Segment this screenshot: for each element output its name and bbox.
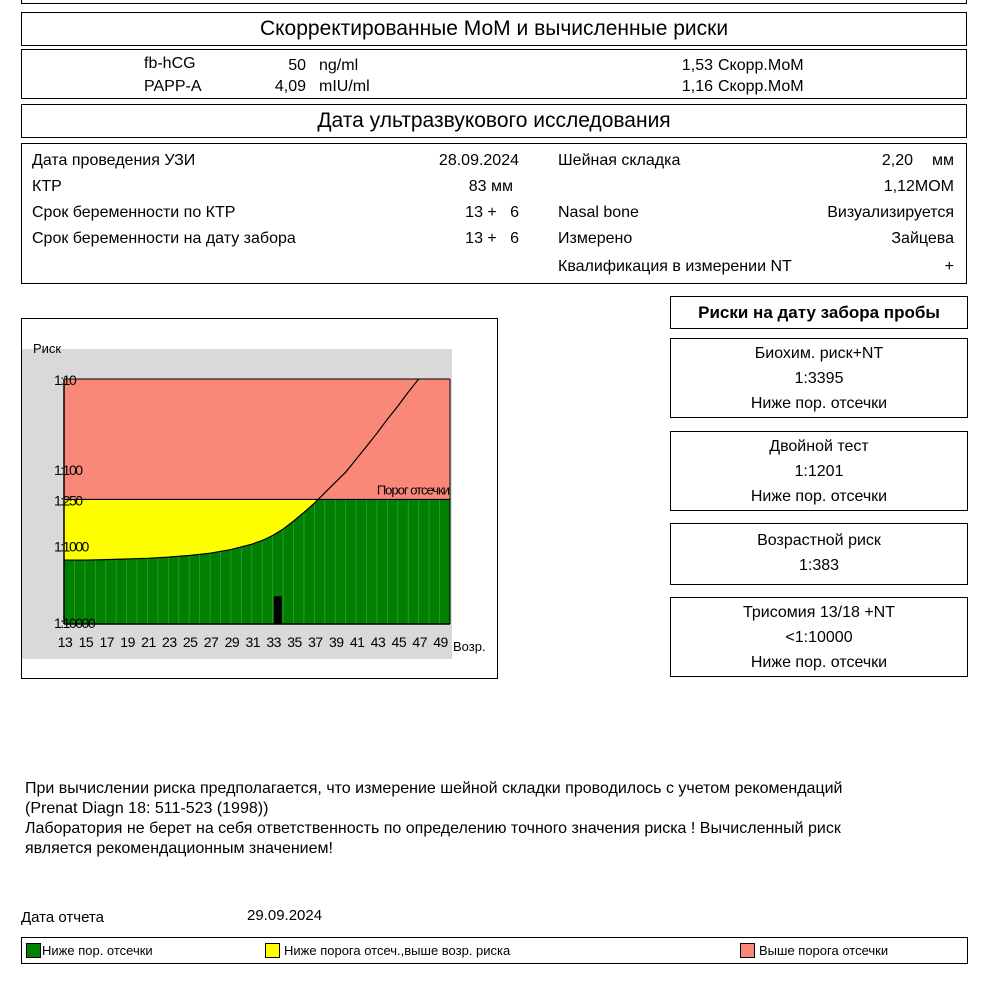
us-label: Шейная складка: [558, 152, 681, 169]
us-value: 13 + 6: [465, 204, 519, 221]
y-tick-label: 1:10: [54, 372, 76, 388]
disclaimer-line: Лаборатория не берет на себя ответственность по определению точного значения риска ! Вычисленный риск: [25, 820, 841, 837]
risk-card-value: 1:1201: [794, 463, 844, 480]
us-label: Срок беременности на дату забора: [32, 230, 296, 247]
top-frame-remnant: [21, 0, 967, 4]
x-tick-label: 43: [370, 634, 386, 650]
x-tick-label: 49: [433, 634, 448, 650]
risk-card-double-test: [670, 431, 968, 511]
risk-card-title: Двойной тест: [769, 438, 869, 455]
patient-marker-bar: [274, 596, 282, 624]
us-value: +: [944, 258, 954, 275]
risks-title: Риски на дату забора пробы: [698, 302, 940, 322]
risk-card-value: 1:3395: [794, 370, 844, 387]
x-tick-label: 39: [328, 634, 344, 650]
disclaimer-line: является рекомендационным значением!: [25, 840, 333, 857]
ultrasound-details: [21, 143, 967, 284]
x-tick-label: 23: [162, 634, 177, 650]
mom-table: [21, 49, 967, 99]
x-tick-label: 29: [224, 634, 240, 650]
us-value: 28.09.2024: [438, 152, 519, 169]
risk-card-title: Биохим. риск+NT: [754, 345, 884, 362]
x-tick-label: 17: [99, 634, 115, 650]
risk-card-status: Ниже пор. отсечки: [750, 488, 888, 505]
mom-section-title: Скорректированные МоМ и вычисленные риски: [259, 17, 729, 40]
us-value: Визуализируется: [827, 204, 954, 221]
ultrasound-section-title: Дата ультразвукового исследования: [317, 109, 671, 132]
us-value: 83 мм: [468, 178, 513, 195]
legend: [21, 937, 968, 964]
us-label: Дата проведения УЗИ: [32, 152, 196, 169]
risk-card-title: Трисомия 13/18 +NT: [743, 604, 895, 621]
y-tick-label: 1:250: [54, 492, 82, 509]
disclaimer: [25, 779, 842, 859]
us-value: 2,20: [881, 152, 913, 169]
y-tick-label: 1:10000: [54, 615, 95, 631]
legend-label: Ниже пор. отсечки: [42, 943, 153, 958]
x-tick-label: 19: [120, 634, 135, 650]
y-tick-label: 1:100: [54, 462, 82, 478]
us-label: КТР: [32, 178, 62, 195]
x-tick-label: 35: [287, 634, 302, 650]
disclaimer-line: (Prenat Diagn 18: 511-523 (1998)): [25, 800, 269, 817]
us-label: Nasal bone: [558, 204, 639, 221]
x-tick-label: 21: [141, 634, 156, 650]
x-tick-label: 27: [203, 634, 219, 650]
x-axis-label: Возр.: [453, 639, 486, 654]
us-label: Срок беременности по КТР: [32, 204, 236, 221]
x-tick-label: 25: [182, 634, 198, 650]
analyte-mom-label: Скорр.МоМ: [718, 57, 804, 74]
risk-card-status: Ниже пор. отсечки: [750, 395, 888, 412]
x-tick-label: 15: [78, 634, 94, 650]
legend-label: Ниже порога отсеч.,выше возр. риска: [284, 943, 511, 958]
risk-card-trisomy: [670, 597, 968, 677]
report-date-label: Дата отчета: [21, 909, 104, 926]
risks-header: [670, 296, 968, 329]
risk-card-title: Возрастной риск: [757, 532, 881, 549]
risk-chart: [22, 319, 496, 677]
high-risk-area: [64, 379, 450, 499]
mom-section-header: [21, 12, 967, 46]
legend-swatch: [265, 943, 280, 958]
risk-card-value: 1:383: [798, 557, 840, 574]
analyte-name: fb-hCG: [144, 55, 196, 72]
analyte-value: 50: [288, 57, 306, 74]
analyte-unit: mIU/ml: [319, 78, 370, 95]
threshold-label: Порог отсечки: [376, 482, 449, 498]
y-axis-label: Риск: [33, 341, 62, 356]
risk-card-value: <1:10000: [785, 629, 853, 646]
us-unit: мм: [932, 152, 954, 169]
legend-label: Выше порога отсечки: [759, 943, 889, 958]
x-tick-label: 31: [245, 634, 261, 650]
risk-card-status: Ниже пор. отсечки: [750, 654, 888, 671]
ultrasound-section-header: [21, 104, 967, 138]
analyte-mom: 1,16: [681, 78, 713, 95]
x-tick-label: 37: [308, 634, 323, 650]
analyte-mom: 1,53: [681, 57, 713, 74]
x-tick-label: 47: [412, 634, 427, 650]
risk-card-biochem: [670, 338, 968, 418]
report-date-value: 29.09.2024: [247, 907, 323, 924]
x-tick-label: 33: [266, 634, 281, 650]
legend-swatch: [740, 943, 755, 958]
analyte-value: 4,09: [274, 78, 306, 95]
us-value: 13 + 6: [465, 230, 519, 247]
analyte-unit: ng/ml: [319, 57, 359, 74]
analyte-name: PAPP-A: [144, 78, 202, 95]
us-label: Измерено: [558, 230, 633, 247]
analyte-mom-label: Скорр.МоМ: [718, 78, 804, 95]
y-tick-label: 1:1000: [54, 538, 88, 555]
us-label: Квалификация в измерении NT: [558, 258, 792, 275]
us-value: 1,12МОМ: [883, 178, 954, 195]
legend-swatch: [26, 943, 41, 958]
us-value: Зайцева: [891, 230, 954, 247]
risk-card-age: [670, 523, 968, 585]
disclaimer-line: При вычислении риска предполагается, что измерение шейной складки проводилось с учетом рекомендаций: [25, 780, 843, 797]
x-tick-label: 13: [57, 634, 73, 650]
x-tick-label: 41: [349, 634, 365, 650]
risk-chart-frame: [21, 318, 498, 679]
x-tick-label: 45: [391, 634, 407, 650]
